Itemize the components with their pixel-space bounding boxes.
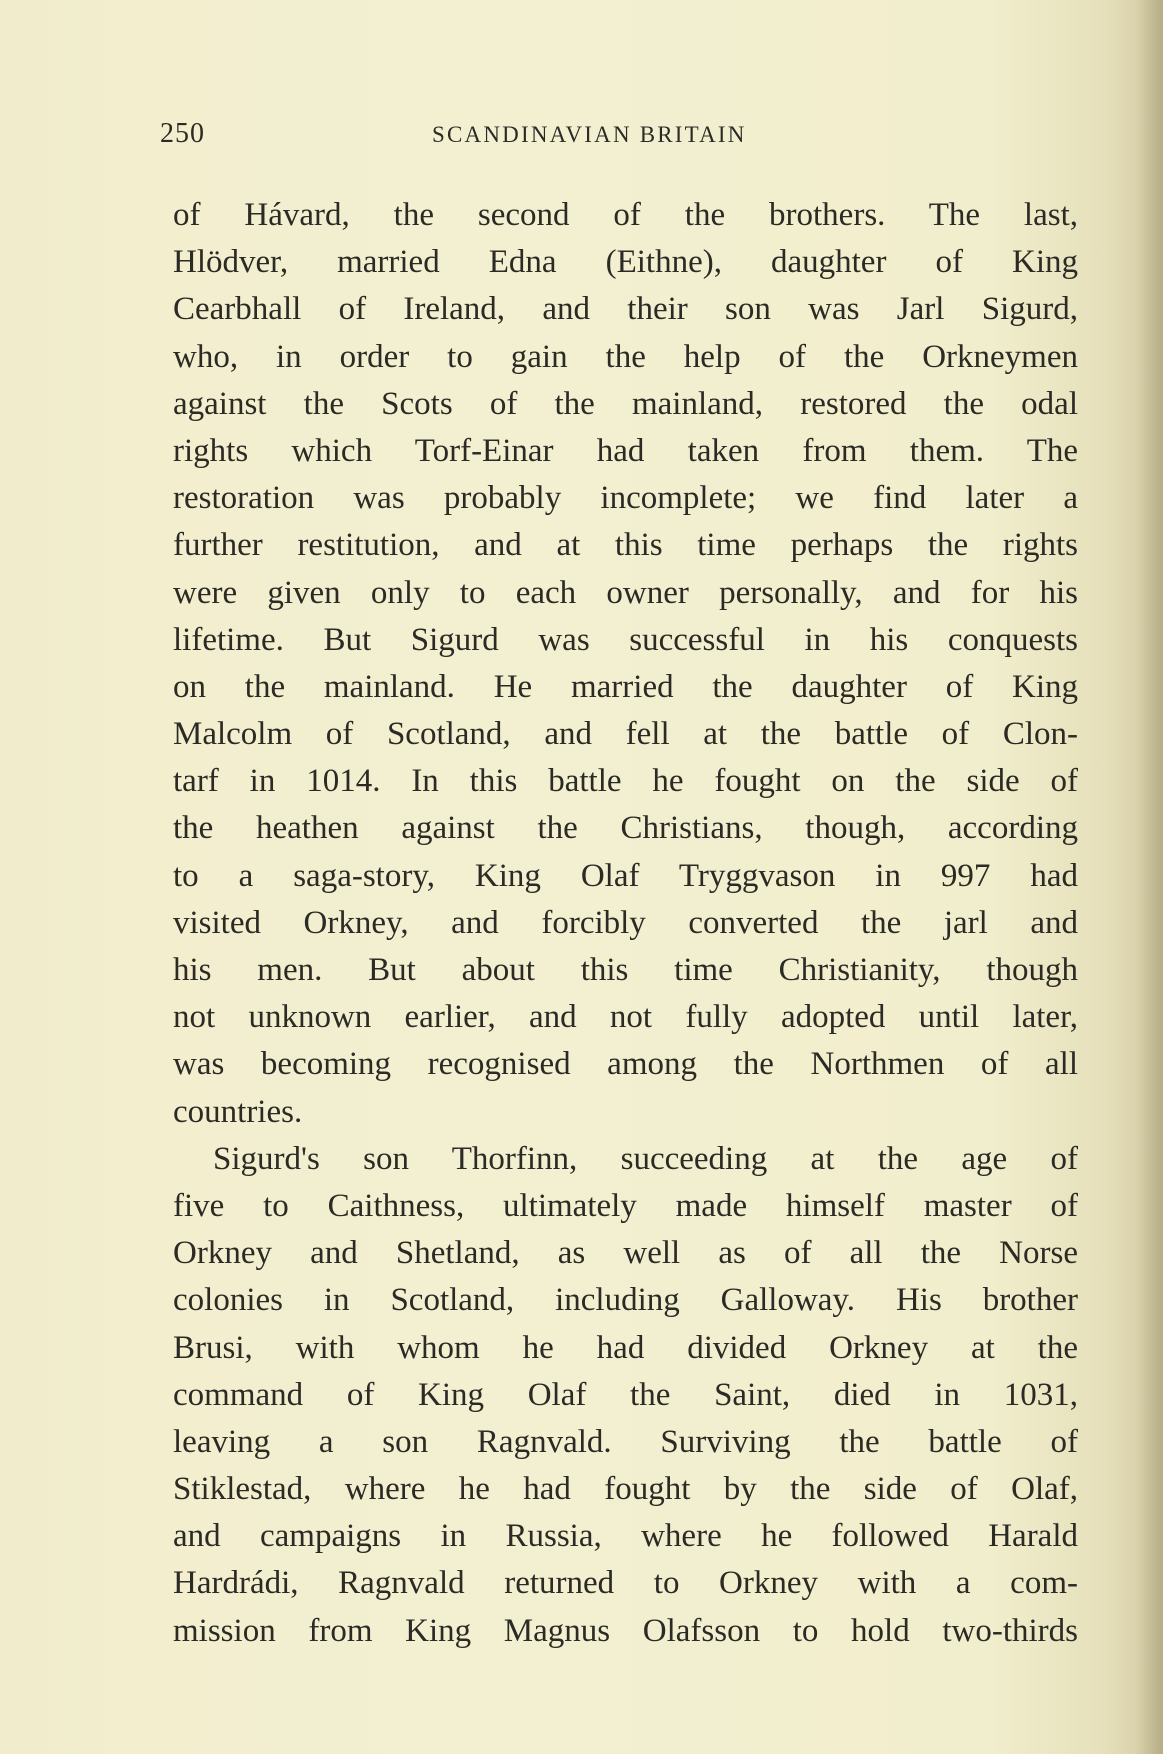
text-line: Sigurd's son Thorfinn, succeeding at the age of [213,1140,1078,1177]
text-line: countries. [173,1093,303,1130]
text-line: Hlödver, married Edna (Eithne), daughter of King [173,244,1078,281]
paragraph-1 [173,192,1078,1136]
page-number: 250 [160,118,205,149]
paragraph-2 [173,1136,1078,1655]
body-text [173,192,1078,1655]
page-header [160,118,1080,158]
text-line: visited Orkney, and forcibly converted the jarl and [173,904,1078,941]
text-line: his men. But about this time Christianity, though [173,952,1078,988]
text-line: tarf in 1014. In this battle he fought on the side of [173,763,1078,800]
text-line: leaving a son Ragnvald. Surviving the battle of [173,1423,1078,1460]
text-line: Malcolm of Scotland, and fell at the battle of Clon- [173,716,1078,753]
text-line: not unknown earlier, and not fully adopted until later, [173,999,1078,1036]
text-line: was becoming recognised among the Northmen of all [173,1046,1078,1083]
text-line: Cearbhall of Ireland, and their son was Jarl Sigurd, [173,291,1078,328]
text-line: lifetime. But Sigurd was successful in his conquests [173,621,1078,658]
text-line: of Hávard, the second of the brothers. The last, [173,197,1078,233]
text-line: Stiklestad, where he had fought by the side of Olaf, [173,1471,1078,1508]
text-line: further restitution, and at this time perhaps the rights [173,527,1078,564]
text-line: on the mainland. He married the daughter of King [173,668,1078,705]
text-line: against the Scots of the mainland, restored the odal [173,385,1078,422]
text-line: restoration was probably incomplete; we find later a [173,480,1078,517]
text-line: to a saga-story, King Olaf Tryggvason in 997 had [173,857,1078,894]
text-line: were given only to each owner personally, and for his [173,574,1078,611]
text-line: rights which Torf-Einar had taken from them. The [173,432,1078,469]
text-line: the heathen against the Christians, though, according [173,810,1078,847]
text-line: colonies in Scotland, including Galloway. His brother [173,1282,1078,1319]
text-line: Orkney and Shetland, as well as of all the Norse [173,1235,1078,1272]
text-line: mission from King Magnus Olafsson to hold two-thirds [173,1612,1078,1649]
running-head: SCANDINAVIAN BRITAIN [432,122,747,147]
text-line: who, in order to gain the help of the Orkneymen [173,338,1078,375]
text-line: Hardrádi, Ragnvald returned to Orkney with a com- [173,1565,1078,1602]
text-line: command of King Olaf the Saint, died in 1031, [173,1376,1078,1413]
text-line: and campaigns in Russia, where he followed Harald [173,1518,1078,1555]
text-line: Brusi, with whom he had divided Orkney at the [173,1329,1078,1366]
page-edge-shadow [1137,0,1163,1754]
text-line: five to Caithness, ultimately made himself master of [173,1187,1078,1224]
